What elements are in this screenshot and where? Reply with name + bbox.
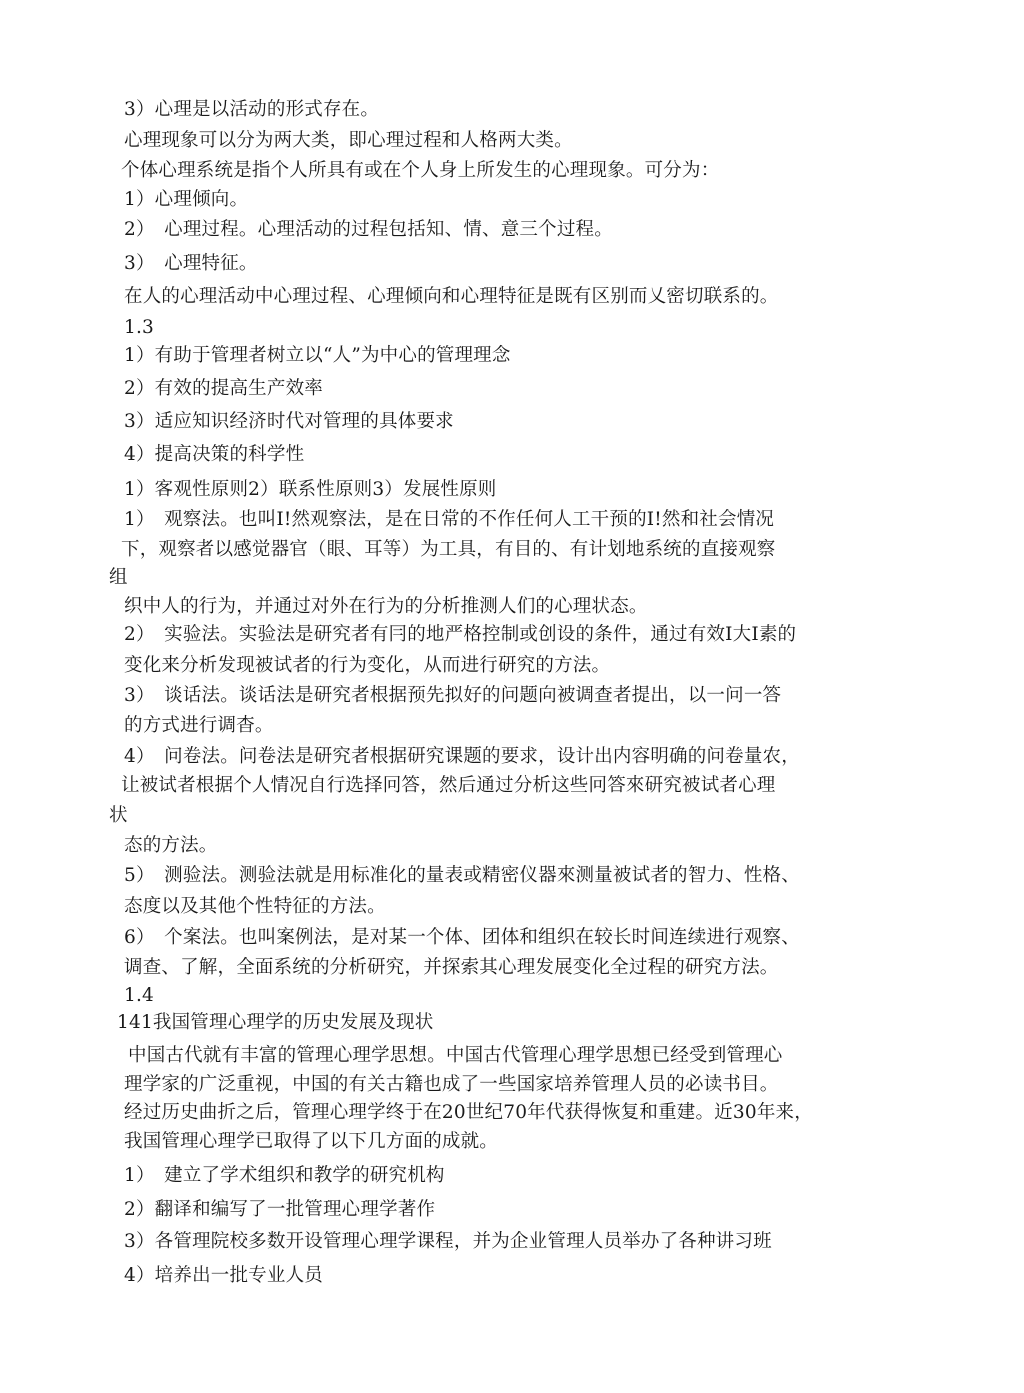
text-line: 态的方法。	[124, 835, 218, 856]
text-line: 变化来分析发现被试者的行为变化，从而进行研究的方法。	[124, 655, 611, 676]
text-line: 1） 建立了学术组织和教学的研究机构	[124, 1165, 445, 1186]
text-line: 在人的心理活动中心理过程、心理倾向和心理特征是既有区别而乂密切联系的。	[124, 286, 779, 307]
text-line: 6） 个案法。也叫案例法，是对某一个体、团体和组织在较长时间连续进行观察、	[124, 927, 800, 948]
text-line: 经过历史曲折之后，管理心理学终于在20世纪70年代获得恢复和重建。近30年来，	[124, 1102, 813, 1123]
text-line: 组	[109, 567, 128, 588]
text-line: 1）客观性原则2）联系性原则3）发展性原则	[124, 479, 497, 500]
text-line: 2） 心理过程。心理活动的过程包括知、情、意三个过程。	[124, 219, 613, 240]
text-line: 态度以及其他个性特征的方法。	[124, 896, 386, 917]
text-line: 1）有助于管理者树立以“人”为中心的管理理念	[124, 345, 511, 366]
text-line: 调查、了解，全面系统的分析研究，并探索其心理发展变化全过程的研究方法。	[124, 957, 779, 978]
text-line: 我国管理心理学已取得了以下几方面的成就。	[124, 1131, 499, 1152]
text-line: 3） 心理特征。	[124, 253, 258, 274]
text-line: 4）提高决策的科学性	[124, 444, 305, 465]
text-line: 织中人的行为，并通过对外在行为的分析推测人们的心理状态。	[124, 596, 648, 617]
text-line: 3）心理是以活动的形式存在。	[124, 99, 380, 120]
text-line: 1）心理倾向。	[124, 189, 249, 210]
text-line: 3）适应知识经济时代对管理的具体要求	[124, 411, 454, 432]
text-line: 5） 测验法。测验法就是用标准化的量表或精密仪器來测量被试者的智力、性格、	[124, 865, 800, 886]
text-line: 下，观察者以感觉器官（眼、耳等）为工具，有目的、有计划地系统的直接观察	[121, 539, 776, 560]
text-line: 个体心理系统是指个人所具有或在个人身上所发生的心理现象。可分为：	[121, 160, 720, 181]
text-line: 2）翻译和编写了一批管理心理学著作	[124, 1199, 436, 1220]
text-line: 3） 谈话法。谈话法是研究者根据预先拟好的问题向被调查者提出，以一问一答	[124, 685, 782, 706]
text-line: 中国古代就有丰富的管理心理学思想。中国古代管理心理学思想已经受到管理心	[128, 1045, 783, 1066]
text-line: 状	[109, 805, 128, 826]
text-line: 3）各管理院校多数开设管理心理学课程，并为企业管理人员举办了各种讲习班	[124, 1231, 772, 1252]
text-line: 理学家的广泛重视，中国的有关古籍也成了一些国家培养管理人员的必读书目。	[124, 1074, 779, 1095]
section-number: 1.3	[124, 317, 155, 338]
text-line: 2）有效的提高生产效率	[124, 378, 323, 399]
text-line: 让被试者根据个人情况自行选择冋答，然后通过分析这些冋答來研究被试者心理	[121, 775, 776, 796]
section-heading: 141我国管理心理学的历史发展及现状	[117, 1012, 434, 1033]
text-line: 4）培养出一批专业人员	[124, 1265, 323, 1286]
text-line: 1） 观察法。也叫I!然观察法，是在日常的不作任何人工干预的I!然和社会情况	[124, 509, 775, 530]
text-line: 的方式进行调杳。	[124, 715, 274, 736]
text-line: 4） 问卷法。问卷法是研究者根据研究课题的要求，设计出内容明确的问卷量农，	[124, 746, 800, 767]
text-line: 2） 实验法。实验法是研究者有冃的地严格控制或创设的条件，通过有效I大I素的	[124, 624, 797, 645]
text-line: 心理现象可以分为两大类，即心理过程和人格两大类。	[124, 130, 573, 151]
section-number: 1.4	[124, 985, 155, 1006]
